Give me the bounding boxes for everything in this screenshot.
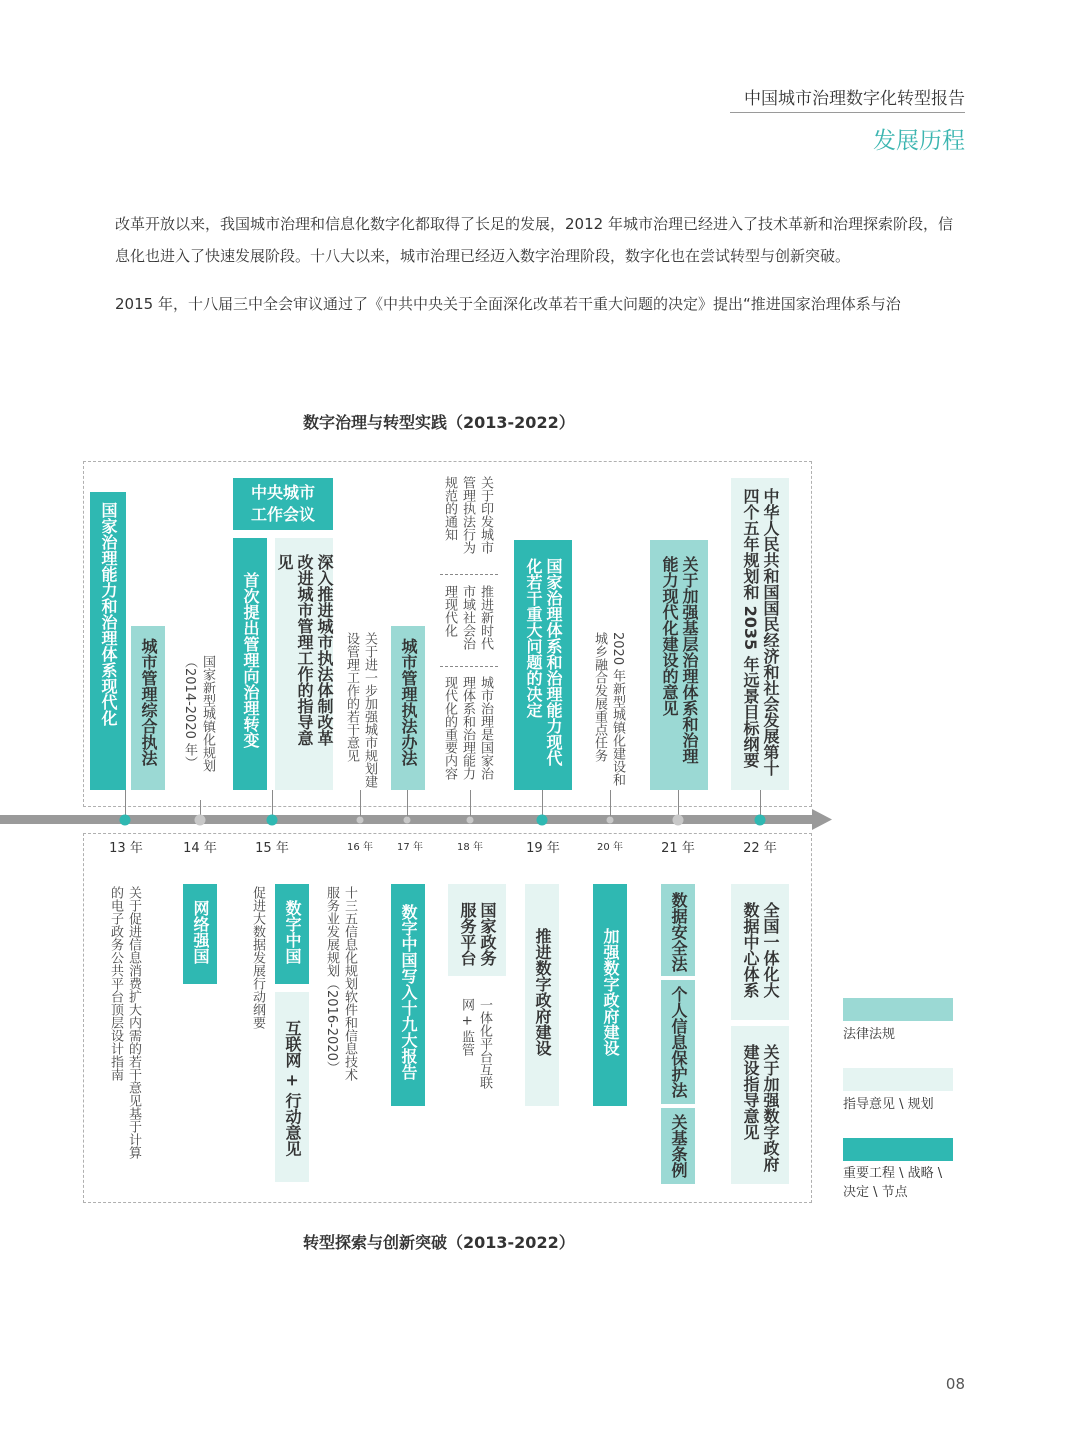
- legend-label-project: 重要工程 \ 战略 \ 决定 \ 节点: [843, 1166, 943, 1200]
- timeline-dot-21: [673, 815, 684, 826]
- bottom-item-2021-b: 个人信息保护法: [661, 980, 695, 1104]
- top-item-2018-b: 推进新时代市域社会治理现代化: [442, 585, 493, 650]
- timeline-dot-14: [195, 815, 206, 826]
- year-label: 18 年: [457, 842, 483, 853]
- year-label: 15 年: [255, 841, 289, 856]
- top-item-2014: 国家新型城镇化规划（2014-2020 年）: [182, 655, 215, 772]
- bottom-item-2013: 关于促进信息消费扩大内需的若干意见基于计算的电子政务公共平台顶层设计指南: [108, 886, 141, 1159]
- top-figure-title: 数字治理与转型实践（2013-2022）: [303, 413, 575, 432]
- bottom-item-2016: 十三五信息化规划软件和信息技术服务业发展规划（2016-2020）: [324, 886, 357, 1081]
- bottom-item-2015-a: 促进大数据发展行动纲要: [250, 886, 265, 1029]
- year-label: 14 年: [183, 841, 217, 856]
- top-item-2021: 关于加强基层治理体系和治理能力现代化建设的意见: [650, 540, 708, 790]
- intro-paragraph-2: 2015 年，十八届三中全会审议通过了《中共中央关于全面深化改革若干重大问题的决定》提出“推进国家治理体系与治: [115, 295, 901, 313]
- timeline-dot-22: [755, 815, 766, 826]
- legend-swatch-project: [843, 1138, 953, 1161]
- timeline-dot-15: [267, 815, 278, 826]
- year-label: 22 年: [743, 841, 777, 856]
- bottom-item-2021-a: 数据安全法: [661, 884, 695, 976]
- bottom-item-2022-a: 全国一体化大数据中心体系: [731, 884, 789, 1020]
- year-label: 13 年: [109, 841, 143, 856]
- bottom-item-2014: 网络强国: [183, 884, 217, 984]
- top-item-2020: 2020 年新型城镇化建设和城乡融合发展重点任务: [592, 632, 625, 787]
- report-title: 中国城市治理数字化转型报告: [744, 89, 965, 109]
- bottom-item-2018-a: 国家政务服务平台: [448, 884, 506, 976]
- bottom-item-2015-b: 数字中国: [275, 884, 309, 984]
- year-label: 16 年: [347, 842, 373, 853]
- top-item-2018-c: 城市治理是国家治理体系和治理能力现代化的重要内容: [442, 676, 493, 780]
- timeline-dot-17: [404, 817, 411, 824]
- timeline-dot-19: [537, 815, 548, 826]
- top-item-2013-a: 国家治理能力和治理体系现代化: [90, 492, 126, 790]
- bottom-item-2015-c: 互联网 + 行动意见: [275, 992, 309, 1182]
- timeline-dot-18: [467, 817, 474, 824]
- top-item-2013-b: 城市管理综合执法: [131, 626, 165, 790]
- intro-paragraph-1: 改革开放以来，我国城市治理和信息化数字化都取得了长足的发展，2012 年城市治理已经进入了技术革新和治理探索阶段，信息化也进入了快速发展阶段。十八大以来，城市治理已经迈入数字治理阶段，数字化也在尝试转型与创新突破。: [115, 215, 953, 265]
- top-item-2015-b: 深入推进城市执法体制改革改进城市管理工作的指导意见: [275, 538, 333, 790]
- top-item-2016: 关于进一步加强城市规划建设管理工作的若干意见: [344, 632, 377, 788]
- timeline-dot-20: [607, 817, 614, 824]
- bottom-item-2021-c: 关基条例: [661, 1108, 695, 1184]
- top-item-2015-header: 中央城市工作会议: [233, 478, 333, 530]
- top-item-2017: 城市管理执法办法: [391, 626, 425, 790]
- legend-swatch-guidance: [843, 1068, 953, 1091]
- year-label: 17 年: [397, 842, 423, 853]
- year-label: 20 年: [597, 842, 623, 853]
- year-label: 19 年: [526, 841, 560, 856]
- bottom-item-2017: 数字中国写入十九大报告: [391, 884, 425, 1106]
- bottom-figure-title: 转型探索与创新突破（2013-2022）: [303, 1233, 575, 1252]
- top-item-2022: 中华人民共和国国民经济和社会发展第十四个五年规划和 2035 年远景目标纲要: [731, 478, 789, 790]
- page-number: 08: [945, 1375, 965, 1393]
- top-item-2019: 国家治理体系和治理能力现代化若干重大问题的决定: [514, 540, 572, 790]
- timeline-dot-16: [357, 817, 364, 824]
- year-label: 21 年: [661, 841, 695, 856]
- bottom-item-2020: 加强数字政府建设: [593, 884, 627, 1106]
- section-title: 发展历程: [873, 128, 965, 154]
- bottom-item-2018-b: 一体化平台互联网 + 监管: [459, 998, 492, 1089]
- top-item-2015-a: 首次提出管理向治理转变: [233, 538, 267, 790]
- header-divider: [730, 112, 965, 113]
- top-item-2018-a: 关于印发城市管理执法行为规范的通知: [442, 476, 493, 554]
- bottom-item-2022-b: 关于加强数字政府建设指导意见: [731, 1026, 789, 1184]
- legend-swatch-law: [843, 998, 953, 1021]
- legend-label-law: 法律法规: [843, 1027, 896, 1042]
- timeline-dot-13: [120, 815, 131, 826]
- bottom-item-2019: 推进数字政府建设: [525, 884, 559, 1106]
- legend-label-guidance: 指导意见 \ 规划: [843, 1097, 934, 1112]
